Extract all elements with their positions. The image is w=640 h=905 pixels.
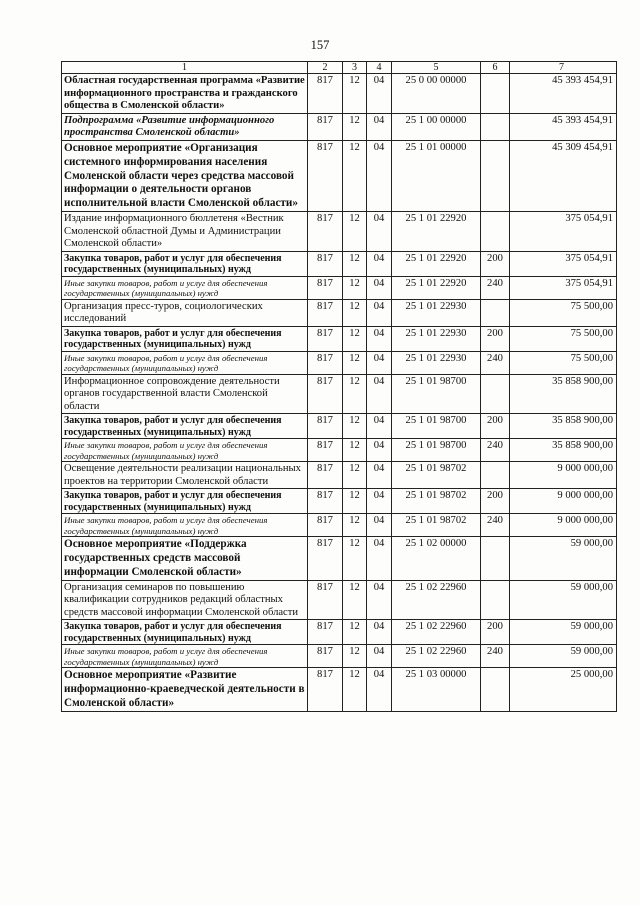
row-name-cell: Основное мероприятие «Организация системного информирования населения Смоленской области через средства массовой информации о деятельности органов исполнительной власти Смоленской области» <box>62 140 308 211</box>
row-target-article-cell: 25 1 00 00000 <box>392 113 481 140</box>
row-amount-cell: 25 000,00 <box>510 668 617 711</box>
row-section-cell: 12 <box>343 299 367 326</box>
row-subsection-cell: 04 <box>367 374 392 414</box>
table-row <box>62 645 617 668</box>
row-subsection-cell: 04 <box>367 414 392 439</box>
row-code-cell: 817 <box>308 351 343 374</box>
row-target-article-cell: 25 1 01 22930 <box>392 299 481 326</box>
row-code-cell: 817 <box>308 251 343 276</box>
row-code-cell: 817 <box>308 514 343 537</box>
row-section-cell: 12 <box>343 326 367 351</box>
row-section-cell: 12 <box>343 140 367 211</box>
row-code-cell: 817 <box>308 537 343 580</box>
row-section-cell: 12 <box>343 645 367 668</box>
row-amount-cell: 45 393 454,91 <box>510 113 617 140</box>
header-cell: 5 <box>392 62 481 74</box>
row-target-article-cell: 25 1 02 22960 <box>392 580 481 620</box>
row-subsection-cell: 04 <box>367 489 392 514</box>
row-amount-cell: 59 000,00 <box>510 580 617 620</box>
table-row <box>62 537 617 580</box>
row-target-article-cell: 25 1 01 98702 <box>392 514 481 537</box>
row-code-cell: 817 <box>308 113 343 140</box>
row-name-cell: Иные закупки товаров, работ и услуг для обеспечения государственных (муниципальных) нужд <box>62 645 308 668</box>
row-amount-cell: 35 858 900,00 <box>510 439 617 462</box>
budget-table <box>61 61 617 712</box>
row-expense-type-cell <box>481 74 510 114</box>
row-section-cell: 12 <box>343 668 367 711</box>
row-amount-cell: 9 000 000,00 <box>510 462 617 489</box>
row-subsection-cell: 04 <box>367 140 392 211</box>
row-name-cell: Подпрограмма «Развитие информационного пространства Смоленской области» <box>62 113 308 140</box>
row-name-cell: Организация пресс-туров, социологических исследований <box>62 299 308 326</box>
row-expense-type-cell <box>481 113 510 140</box>
row-name-cell: Основное мероприятие «Развитие информационно-краеведческой деятельности в Смоленской области» <box>62 668 308 711</box>
row-subsection-cell: 04 <box>367 74 392 114</box>
table-row <box>62 276 617 299</box>
table-row <box>62 74 617 114</box>
table-row <box>62 620 617 645</box>
row-target-article-cell: 25 1 01 98700 <box>392 439 481 462</box>
page-number: 157 <box>310 38 330 52</box>
row-section-cell: 12 <box>343 113 367 140</box>
row-section-cell: 12 <box>343 374 367 414</box>
row-amount-cell: 9 000 000,00 <box>510 514 617 537</box>
table-row <box>62 299 617 326</box>
row-amount-cell: 59 000,00 <box>510 537 617 580</box>
row-name-cell: Областная государственная программа «Развитие информационного пространства и гражданского общества в Смоленской области» <box>62 74 308 114</box>
row-section-cell: 12 <box>343 537 367 580</box>
row-subsection-cell: 04 <box>367 620 392 645</box>
row-code-cell: 817 <box>308 462 343 489</box>
row-expense-type-cell: 200 <box>481 251 510 276</box>
row-code-cell: 817 <box>308 668 343 711</box>
row-expense-type-cell: 240 <box>481 439 510 462</box>
row-name-cell: Закупка товаров, работ и услуг для обеспечения государственных (муниципальных) нужд <box>62 251 308 276</box>
row-subsection-cell: 04 <box>367 645 392 668</box>
row-section-cell: 12 <box>343 351 367 374</box>
row-amount-cell: 375 054,91 <box>510 211 617 251</box>
row-subsection-cell: 04 <box>367 351 392 374</box>
row-target-article-cell: 25 0 00 00000 <box>392 74 481 114</box>
table-row <box>62 251 617 276</box>
row-amount-cell: 375 054,91 <box>510 251 617 276</box>
row-section-cell: 12 <box>343 414 367 439</box>
row-target-article-cell: 25 1 01 00000 <box>392 140 481 211</box>
row-target-article-cell: 25 1 01 22920 <box>392 276 481 299</box>
row-section-cell: 12 <box>343 211 367 251</box>
row-code-cell: 817 <box>308 326 343 351</box>
row-subsection-cell: 04 <box>367 211 392 251</box>
row-subsection-cell: 04 <box>367 251 392 276</box>
row-code-cell: 817 <box>308 211 343 251</box>
row-expense-type-cell <box>481 668 510 711</box>
row-code-cell: 817 <box>308 580 343 620</box>
row-amount-cell: 75 500,00 <box>510 299 617 326</box>
row-section-cell: 12 <box>343 74 367 114</box>
row-expense-type-cell <box>481 537 510 580</box>
row-target-article-cell: 25 1 01 98700 <box>392 374 481 414</box>
row-amount-cell: 59 000,00 <box>510 645 617 668</box>
row-subsection-cell: 04 <box>367 462 392 489</box>
row-code-cell: 817 <box>308 74 343 114</box>
row-name-cell: Закупка товаров, работ и услуг для обеспечения государственных (муниципальных) нужд <box>62 620 308 645</box>
table-row <box>62 374 617 414</box>
row-subsection-cell: 04 <box>367 276 392 299</box>
row-name-cell: Издание информационного бюллетеня «Вестник Смоленской областной Думы и Администрации Смоленской области» <box>62 211 308 251</box>
row-target-article-cell: 25 1 03 00000 <box>392 668 481 711</box>
header-cell: 7 <box>510 62 617 74</box>
row-code-cell: 817 <box>308 299 343 326</box>
row-code-cell: 817 <box>308 374 343 414</box>
row-section-cell: 12 <box>343 620 367 645</box>
row-subsection-cell: 04 <box>367 439 392 462</box>
row-expense-type-cell <box>481 580 510 620</box>
table-row <box>62 140 617 211</box>
row-target-article-cell: 25 1 01 98702 <box>392 462 481 489</box>
row-expense-type-cell: 240 <box>481 351 510 374</box>
row-amount-cell: 375 054,91 <box>510 276 617 299</box>
row-name-cell: Организация семинаров по повышению квалификации сотрудников редакций областных средств массовой информации Смоленской области <box>62 580 308 620</box>
row-name-cell: Иные закупки товаров, работ и услуг для обеспечения государственных (муниципальных) нужд <box>62 351 308 374</box>
row-expense-type-cell: 200 <box>481 414 510 439</box>
row-target-article-cell: 25 1 01 22930 <box>392 326 481 351</box>
header-cell: 4 <box>367 62 392 74</box>
row-name-cell: Закупка товаров, работ и услуг для обеспечения государственных (муниципальных) нужд <box>62 489 308 514</box>
row-amount-cell: 75 500,00 <box>510 351 617 374</box>
table-row <box>62 351 617 374</box>
row-target-article-cell: 25 1 01 22920 <box>392 211 481 251</box>
table-row <box>62 668 617 711</box>
row-expense-type-cell: 200 <box>481 620 510 645</box>
table-header-row <box>62 62 617 74</box>
row-amount-cell: 45 309 454,91 <box>510 140 617 211</box>
row-target-article-cell: 25 1 01 22930 <box>392 351 481 374</box>
row-expense-type-cell: 200 <box>481 326 510 351</box>
table-row <box>62 414 617 439</box>
row-target-article-cell: 25 1 01 22920 <box>392 251 481 276</box>
row-section-cell: 12 <box>343 251 367 276</box>
row-section-cell: 12 <box>343 439 367 462</box>
row-code-cell: 817 <box>308 140 343 211</box>
row-expense-type-cell <box>481 462 510 489</box>
row-expense-type-cell: 200 <box>481 489 510 514</box>
row-target-article-cell: 25 1 01 98702 <box>392 489 481 514</box>
row-name-cell: Иные закупки товаров, работ и услуг для обеспечения государственных (муниципальных) нужд <box>62 514 308 537</box>
row-expense-type-cell <box>481 140 510 211</box>
row-subsection-cell: 04 <box>367 668 392 711</box>
row-name-cell: Закупка товаров, работ и услуг для обеспечения государственных (муниципальных) нужд <box>62 414 308 439</box>
row-name-cell: Основное мероприятие «Поддержка государственных средств массовой информации Смоленской области» <box>62 537 308 580</box>
row-amount-cell: 9 000 000,00 <box>510 489 617 514</box>
header-cell: 1 <box>62 62 308 74</box>
row-name-cell: Закупка товаров, работ и услуг для обеспечения государственных (муниципальных) нужд <box>62 326 308 351</box>
row-subsection-cell: 04 <box>367 514 392 537</box>
row-name-cell: Иные закупки товаров, работ и услуг для обеспечения государственных (муниципальных) нужд <box>62 276 308 299</box>
row-name-cell: Освещение деятельности реализации национальных проектов на территории Смоленской области <box>62 462 308 489</box>
row-amount-cell: 59 000,00 <box>510 620 617 645</box>
table-row <box>62 211 617 251</box>
row-expense-type-cell <box>481 299 510 326</box>
row-code-cell: 817 <box>308 645 343 668</box>
row-expense-type-cell <box>481 211 510 251</box>
table-row <box>62 439 617 462</box>
row-subsection-cell: 04 <box>367 580 392 620</box>
table-row <box>62 514 617 537</box>
row-code-cell: 817 <box>308 439 343 462</box>
row-amount-cell: 35 858 900,00 <box>510 414 617 439</box>
row-section-cell: 12 <box>343 489 367 514</box>
row-expense-type-cell <box>481 374 510 414</box>
row-subsection-cell: 04 <box>367 326 392 351</box>
row-section-cell: 12 <box>343 514 367 537</box>
row-section-cell: 12 <box>343 580 367 620</box>
row-expense-type-cell: 240 <box>481 514 510 537</box>
row-target-article-cell: 25 1 02 22960 <box>392 620 481 645</box>
table-row <box>62 580 617 620</box>
row-section-cell: 12 <box>343 276 367 299</box>
row-amount-cell: 75 500,00 <box>510 326 617 351</box>
table-row <box>62 326 617 351</box>
row-subsection-cell: 04 <box>367 537 392 580</box>
row-amount-cell: 35 858 900,00 <box>510 374 617 414</box>
row-section-cell: 12 <box>343 462 367 489</box>
header-cell: 6 <box>481 62 510 74</box>
header-cell: 2 <box>308 62 343 74</box>
table-row <box>62 462 617 489</box>
row-code-cell: 817 <box>308 414 343 439</box>
row-expense-type-cell: 240 <box>481 276 510 299</box>
row-name-cell: Иные закупки товаров, работ и услуг для обеспечения государственных (муниципальных) нужд <box>62 439 308 462</box>
row-code-cell: 817 <box>308 276 343 299</box>
row-code-cell: 817 <box>308 620 343 645</box>
row-amount-cell: 45 393 454,91 <box>510 74 617 114</box>
row-name-cell: Информационное сопровождение деятельности органов государственной власти Смоленской области <box>62 374 308 414</box>
header-cell: 3 <box>343 62 367 74</box>
row-code-cell: 817 <box>308 489 343 514</box>
row-subsection-cell: 04 <box>367 113 392 140</box>
table-row <box>62 489 617 514</box>
row-target-article-cell: 25 1 01 98700 <box>392 414 481 439</box>
row-target-article-cell: 25 1 02 22960 <box>392 645 481 668</box>
row-expense-type-cell: 240 <box>481 645 510 668</box>
row-target-article-cell: 25 1 02 00000 <box>392 537 481 580</box>
table-row <box>62 113 617 140</box>
row-subsection-cell: 04 <box>367 299 392 326</box>
